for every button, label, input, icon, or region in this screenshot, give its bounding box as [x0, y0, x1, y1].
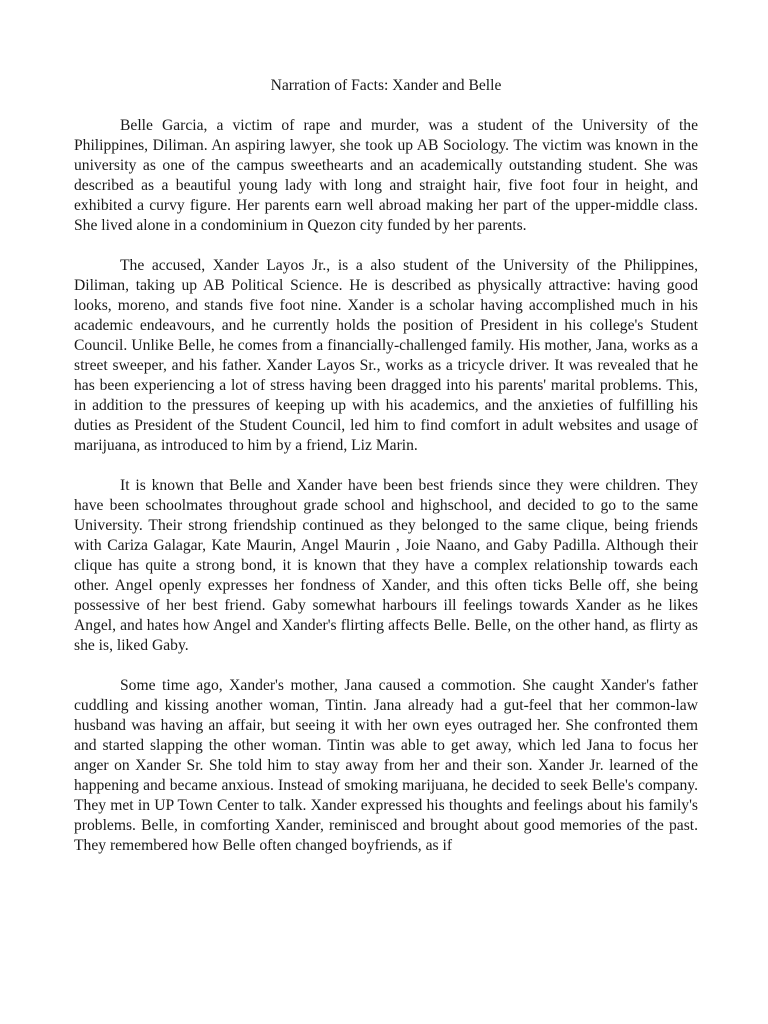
document-title: Narration of Facts: Xander and Belle — [270, 77, 502, 94]
document-body — [74, 76, 698, 876]
paragraph-friendship: It is known that Belle and Xander have been best friends since they were children. They have been schoolmates throughout grade school and highschool, and decided to go to the same University. Their strong friendship continued as they belonged to the same clique, being friends with Cariza Galagar, Kate Maurin, Angel Maurin , Joie Naano, and Gaby Padilla. Although their clique has quite a strong bond, it is known that they have a complex relationship towards each other. Angel openly expresses her fondness of Xander, and this often ticks Belle off, she being possessive of her best friend. Gaby somewhat harbours ill feelings towards Xander as he likes Angel, and hates how Angel and Xander's flirting affects Belle. Belle, on the other hand, as flirty as she is, liked Gaby. — [74, 477, 698, 654]
paragraph-commotion: Some time ago, Xander's mother, Jana caused a commotion. She caught Xander's father cuddling and kissing another woman, Tintin. Jana already had a gut-feel that her common-law husband was having an affair, but seeing it with her own eyes outraged her. She confronted them and started slapping the other woman. Tintin was able to get away, which led Jana to focus her anger on Xander Sr. She told him to stay away from her and their son. Xander Jr. learned of the happening and became anxious. Instead of smoking marijuana, he decided to seek Belle's company. They met in UP Town Center to talk. Xander expressed his thoughts and feelings about his family's problems. Belle, in comforting Xander, reminisced and brought about good memories of the past. They remembered how Belle often changed boyfriends, as if — [74, 677, 698, 854]
paragraph-victim: Belle Garcia, a victim of rape and murder, was a student of the University of the Philippines, Diliman. An aspiring lawyer, she took up AB Sociology. The victim was known in the university as one of the campus sweethearts and an academically outstanding student. She was described as a beautiful young lady with long and straight hair, five foot four in height, and exhibited a curvy figure. Her parents earn well abroad making her part of the upper-middle class. She lived alone in a condominium in Quezon city funded by her parents. — [74, 117, 698, 234]
paragraph-accused: The accused, Xander Layos Jr., is a also student of the University of the Philippines, Diliman, taking up AB Political Science. He is described as physically attractive: having good looks, moreno, and stands five foot nine. Xander is a scholar having accomplished much in his academic endeavours, and he currently holds the position of President in his college's Student Council. Unlike Belle, he comes from a financially-challenged family. His mother, Jana, works as a street sweeper, and his father. Xander Layos Sr., works as a tricycle driver. It was revealed that he has been experiencing a lot of stress having been dragged into his parents' marital problems. This, in addition to the pressures of keeping up with his academics, and the anxieties of fulfilling his duties as President of the Student Council, led him to find comfort in adult websites and usage of marijuana, as introduced to him by a friend, Liz Marin. — [74, 257, 698, 454]
